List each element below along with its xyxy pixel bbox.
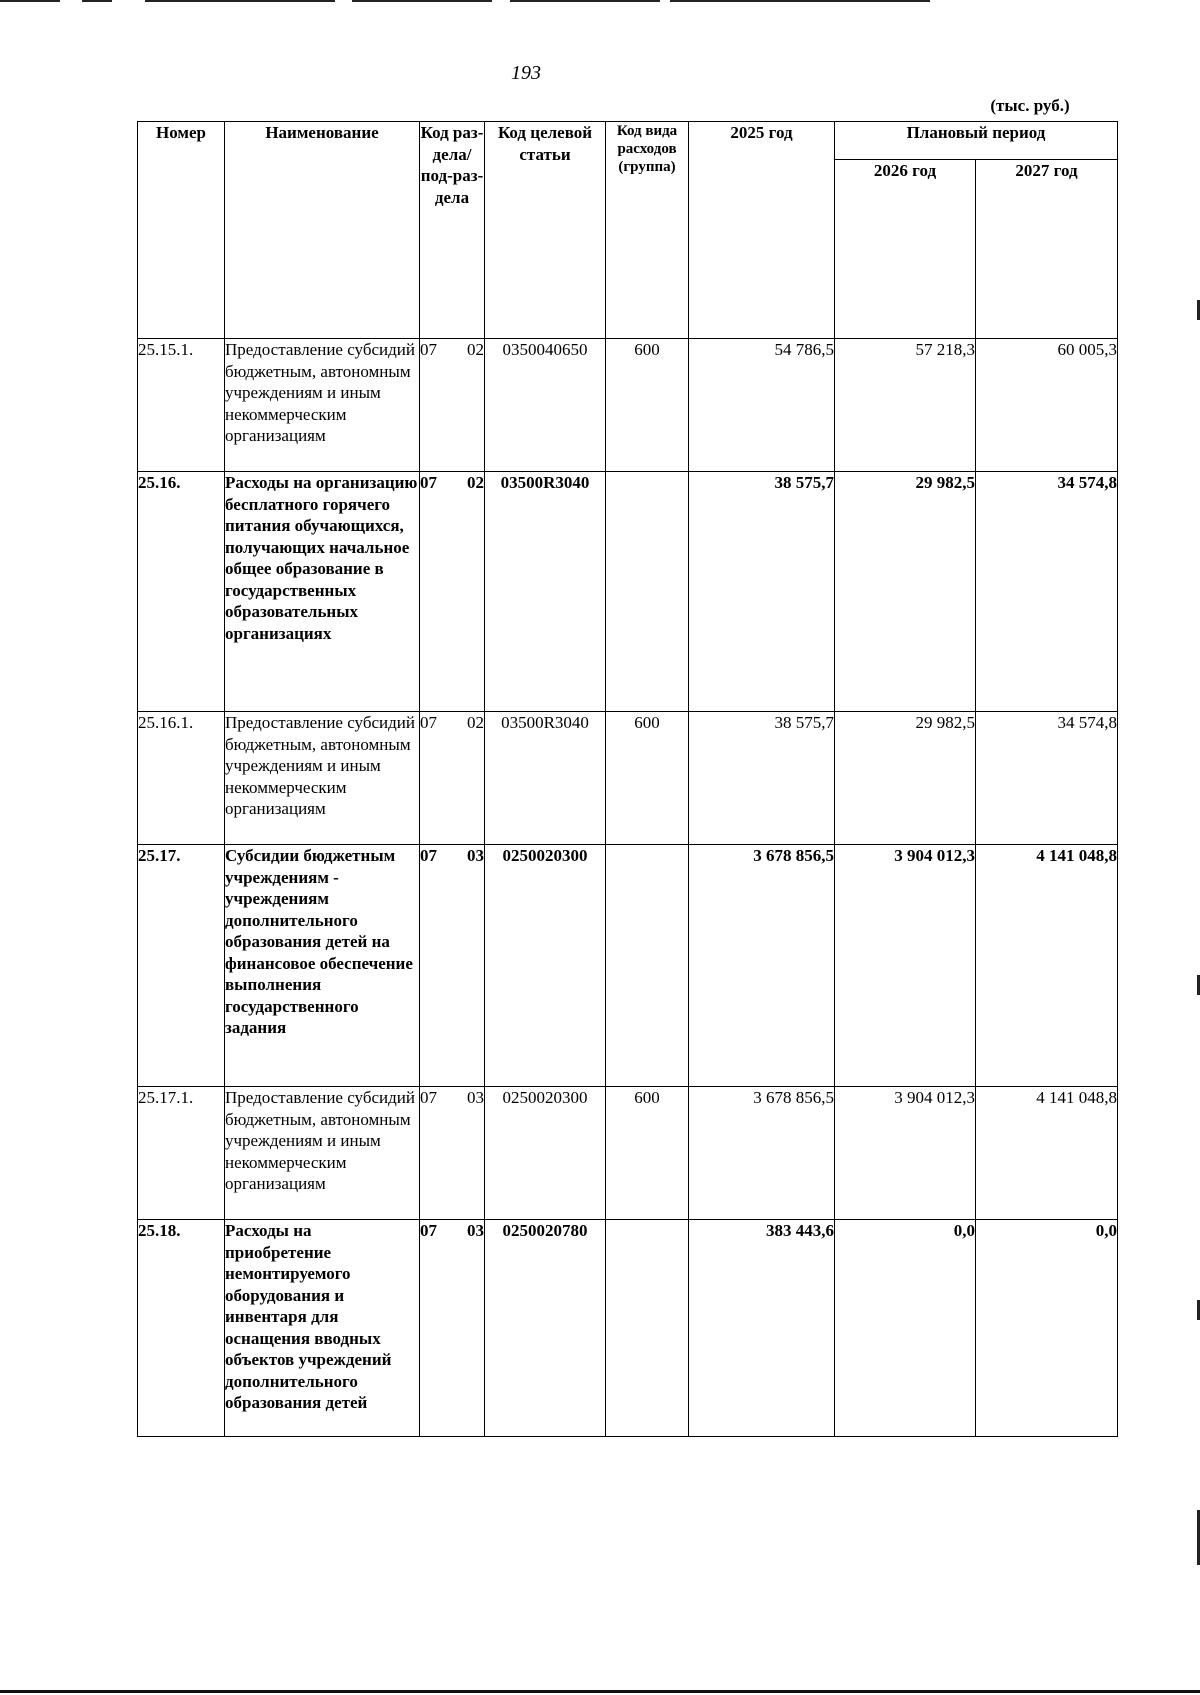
header-2025: 2025 год: [689, 122, 835, 339]
row-2027: 34 574,8: [976, 712, 1118, 845]
row-name: Предоставление субсидий бюджетным, автономным учреждениям и иным некоммерческим организациям: [225, 339, 420, 472]
row-2027: 60 005,3: [976, 339, 1118, 472]
row-2025: 383 443,6: [689, 1220, 835, 1437]
scan-line: [82, 0, 112, 2]
row-target: 0350040650: [485, 339, 606, 472]
row-podrazdel-code: 02: [467, 713, 484, 732]
row-target: 03500R3040: [485, 712, 606, 845]
row-expense-type: [606, 472, 689, 712]
row-2025: 3 678 856,5: [689, 1087, 835, 1220]
row-name: Расходы на приобретение немонтируемого оборудования и инвентаря для оснащения вводных объектов учреждений дополнительного образования детей: [225, 1220, 420, 1437]
row-number: 25.17.: [138, 845, 225, 1087]
row-podrazdel-code: 03: [467, 1221, 484, 1240]
table-row: [138, 1220, 1118, 1437]
row-expense-type: [606, 1220, 689, 1437]
scan-line: [0, 1690, 1200, 1693]
scan-line: [352, 0, 492, 2]
row-expense-type: 600: [606, 1087, 689, 1220]
row-2027: 0,0: [976, 1220, 1118, 1437]
header-2027: 2027 год: [976, 160, 1118, 339]
row-razdel: [420, 712, 485, 845]
scan-line: [670, 0, 930, 2]
row-2026: 29 982,5: [835, 472, 976, 712]
row-razdel-code: 07: [420, 340, 437, 359]
row-number: 25.18.: [138, 1220, 225, 1437]
table-row: [138, 1087, 1118, 1220]
scan-line: [145, 0, 335, 2]
row-2026: 0,0: [835, 1220, 976, 1437]
row-2027: 4 141 048,8: [976, 1087, 1118, 1220]
row-razdel-code: 07: [420, 1221, 437, 1240]
header-planned-period: Плановый период: [835, 122, 1118, 160]
row-razdel: [420, 845, 485, 1087]
row-number: 25.16.1.: [138, 712, 225, 845]
row-expense-type: 600: [606, 712, 689, 845]
row-2027: 4 141 048,8: [976, 845, 1118, 1087]
budget-table: [137, 121, 1118, 1437]
table-row: [138, 472, 1118, 712]
row-name: Предоставление субсидий бюджетным, автономным учреждениям и иным некоммерческим организациям: [225, 712, 420, 845]
row-2025: 38 575,7: [689, 472, 835, 712]
row-podrazdel-code: 03: [467, 1088, 484, 1107]
table-row: [138, 845, 1118, 1087]
row-podrazdel-code: 02: [467, 473, 484, 492]
row-2025: 3 678 856,5: [689, 845, 835, 1087]
header-target: Код целевой статьи: [485, 122, 606, 339]
table-row: [138, 712, 1118, 845]
row-podrazdel-code: 02: [467, 340, 484, 359]
scan-line: [510, 0, 660, 2]
page-number: 193: [511, 62, 541, 84]
row-razdel: [420, 339, 485, 472]
row-2026: 57 218,3: [835, 339, 976, 472]
row-razdel: [420, 472, 485, 712]
row-razdel: [420, 1220, 485, 1437]
row-razdel-code: 07: [420, 1088, 437, 1107]
row-2025: 54 786,5: [689, 339, 835, 472]
row-2026: 3 904 012,3: [835, 845, 976, 1087]
scan-line: [0, 0, 60, 2]
row-2027: 34 574,8: [976, 472, 1118, 712]
row-name: Субсидии бюджетным учреждениям - учреждениям дополнительного образования детей на финансовое обеспечение выполнения государственного задания: [225, 845, 420, 1087]
row-razdel-code: 07: [420, 713, 437, 732]
row-razdel: [420, 1087, 485, 1220]
units-label: (тыс. руб.): [990, 96, 1070, 115]
header-number: Номер: [138, 122, 225, 339]
row-2026: 3 904 012,3: [835, 1087, 976, 1220]
row-podrazdel-code: 03: [467, 846, 484, 865]
table-row: [138, 339, 1118, 472]
row-razdel-code: 07: [420, 473, 437, 492]
row-target: 0250020300: [485, 845, 606, 1087]
row-target: 0250020780: [485, 1220, 606, 1437]
row-number: 25.15.1.: [138, 339, 225, 472]
row-2026: 29 982,5: [835, 712, 976, 845]
row-target: 0250020300: [485, 1087, 606, 1220]
row-2025: 38 575,7: [689, 712, 835, 845]
row-number: 25.17.1.: [138, 1087, 225, 1220]
row-razdel-code: 07: [420, 846, 437, 865]
header-name: Наименование: [225, 122, 420, 339]
header-razdel: Код раз-дела/ под-раз-дела: [420, 122, 485, 339]
row-number: 25.16.: [138, 472, 225, 712]
header-expense-type: Код вида расходов (группа): [606, 122, 689, 339]
row-expense-type: 600: [606, 339, 689, 472]
row-expense-type: [606, 845, 689, 1087]
row-name: Расходы на организацию бесплатного горячего питания обучающихся, получающих начальное общее образование в государственных образовательных организациях: [225, 472, 420, 712]
row-name: Предоставление субсидий бюджетным, автономным учреждениям и иным некоммерческим организациям: [225, 1087, 420, 1220]
row-target: 03500R3040: [485, 472, 606, 712]
header-2026: 2026 год: [835, 160, 976, 339]
